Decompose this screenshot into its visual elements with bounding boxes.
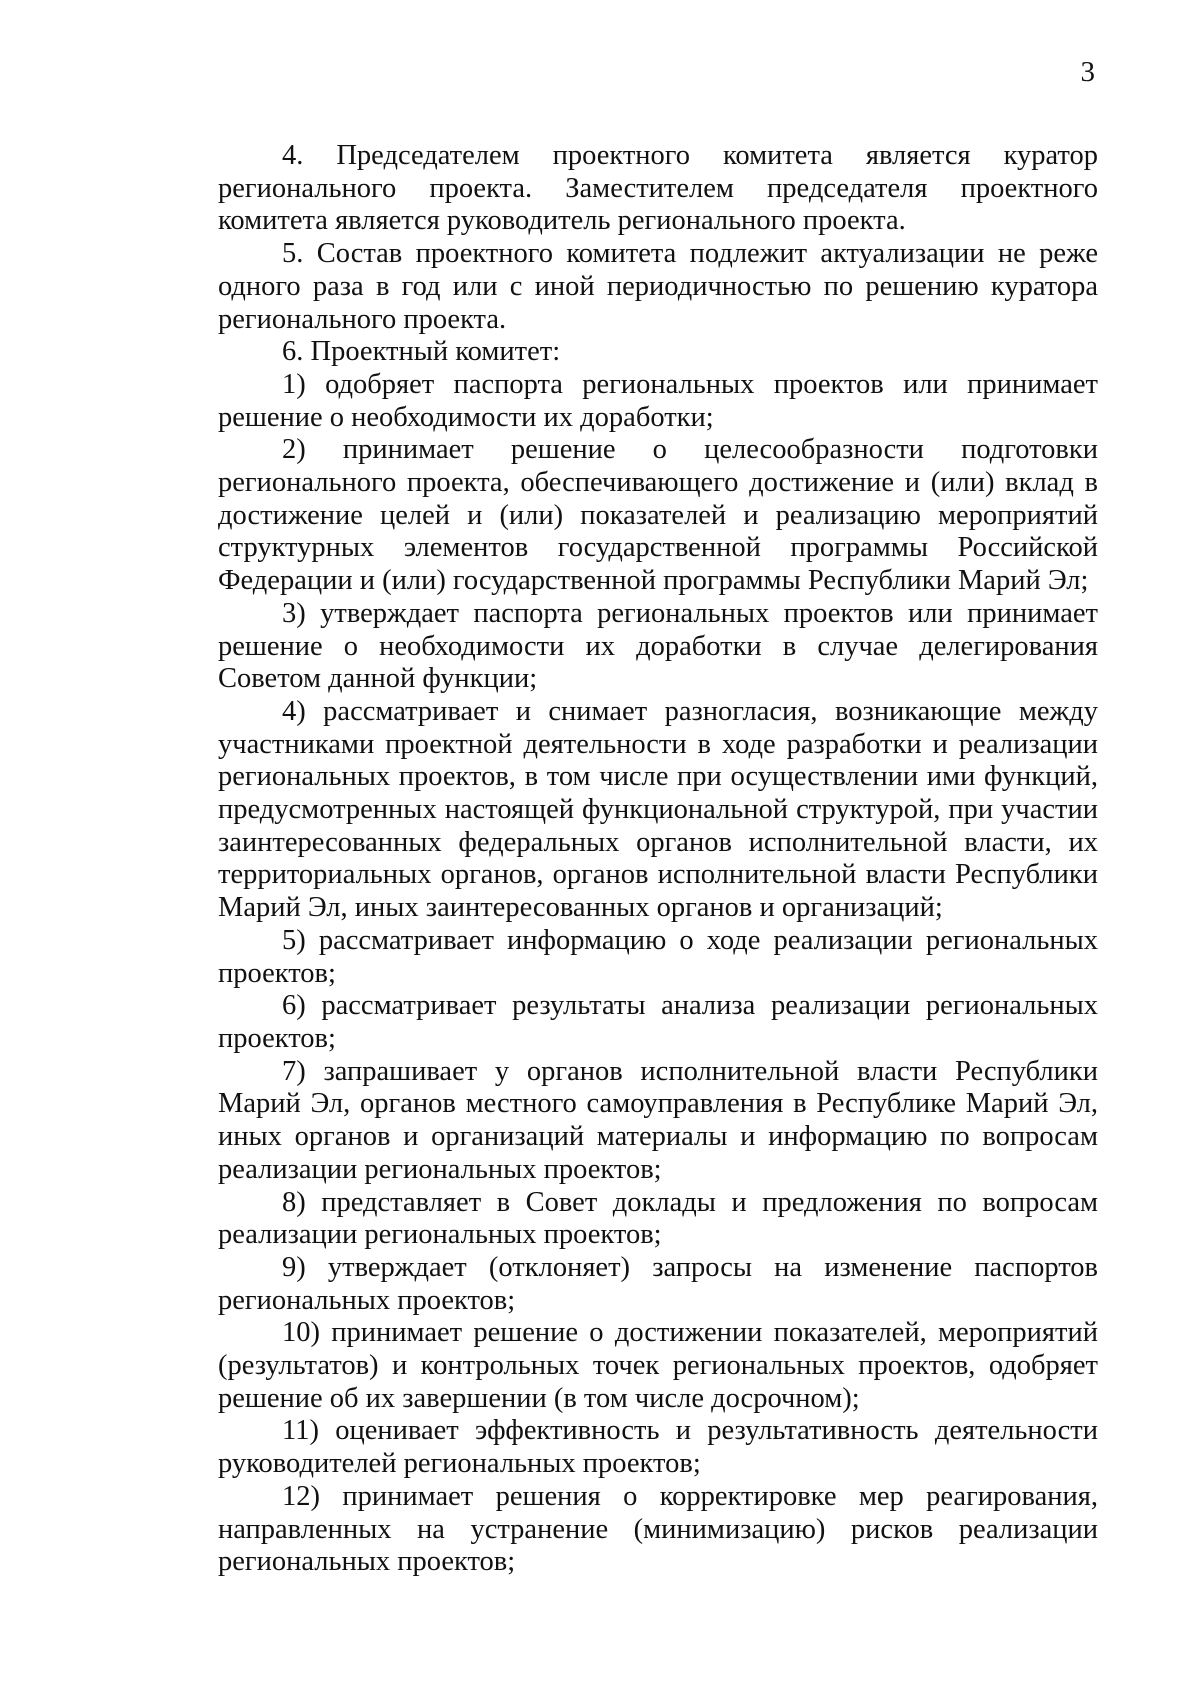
list-item-10: 10) принимает решение о достижении показателей, мероприятий (результатов) и контрольных точек региональных проектов, одобряет решение об их завершении (в том числе досрочном); bbox=[218, 1317, 1098, 1414]
list-item-4: 4) рассматривает и снимает разногласия, возникающие между участниками проектной деятельности в ходе разработки и реализации региональных проектов, в том числе при осуществлении ими функций, предусмотренных настоящей функциональной структурой, при участии заинтересованных федеральных органов исполнительной власти, их территориальных органов, органов исполнительной власти Республики Марий Эл, иных заинтересованных органов и организаций; bbox=[218, 695, 1098, 924]
list-item-8: 8) представляет в Совет доклады и предложения по вопросам реализации региональных проектов; bbox=[218, 1186, 1098, 1251]
page-number: 3 bbox=[1080, 56, 1095, 88]
paragraph-5-composition: 5. Состав проектного комитета подлежит актуализации не реже одного раза в год или с иной периодичностью по решению куратора регионального проекта. bbox=[218, 238, 1098, 335]
list-item-7: 7) запрашивает у органов исполнительной власти Республики Марий Эл, органов местного самоуправления в Республике Марий Эл, иных органов и организаций материалы и информацию по вопросам реализации региональных проектов; bbox=[218, 1055, 1098, 1185]
list-item-12: 12) принимает решения о корректировке мер реагирования, направленных на устранение (минимизацию) рисков реализации региональных проектов; bbox=[218, 1480, 1098, 1578]
list-item-3: 3) утверждает паспорта региональных проектов или принимает решение о необходимости их доработки в случае делегирования Советом данной функции; bbox=[218, 597, 1098, 695]
list-item-6: 6) рассматривает результаты анализа реализации региональных проектов; bbox=[218, 990, 1098, 1054]
list-item-9: 9) утверждает (отклоняет) запросы на изменение паспортов региональных проектов; bbox=[218, 1251, 1098, 1316]
paragraph-6-committee: 6. Проектный комитет: bbox=[282, 336, 561, 368]
list-item-5: 5) рассматривает информацию о ходе реализации региональных проектов; bbox=[218, 924, 1098, 989]
list-item-11: 11) оценивает эффективность и результативность деятельности руководителей региональных проектов; bbox=[218, 1415, 1098, 1480]
document-body bbox=[218, 140, 1098, 1579]
list-item-2: 2) принимает решение о целесообразности подготовки регионального проекта, обеспечивающего достижение и (или) вклад в достижение целей и (или) показателей и реализацию мероприятий структурных элементов государственной программы Российской Федерации и (или) государственной программы Республики Марий Эл; bbox=[218, 434, 1098, 597]
list-item-1: 1) одобряет паспорта региональных проектов или принимает решение о необходимости их доработки; bbox=[218, 368, 1098, 433]
paragraph-4-chairman: 4. Председателем проектного комитета является куратор регионального проекта. Заместителем председателя проектного комитета является руководитель регионального проекта. bbox=[218, 140, 1098, 237]
